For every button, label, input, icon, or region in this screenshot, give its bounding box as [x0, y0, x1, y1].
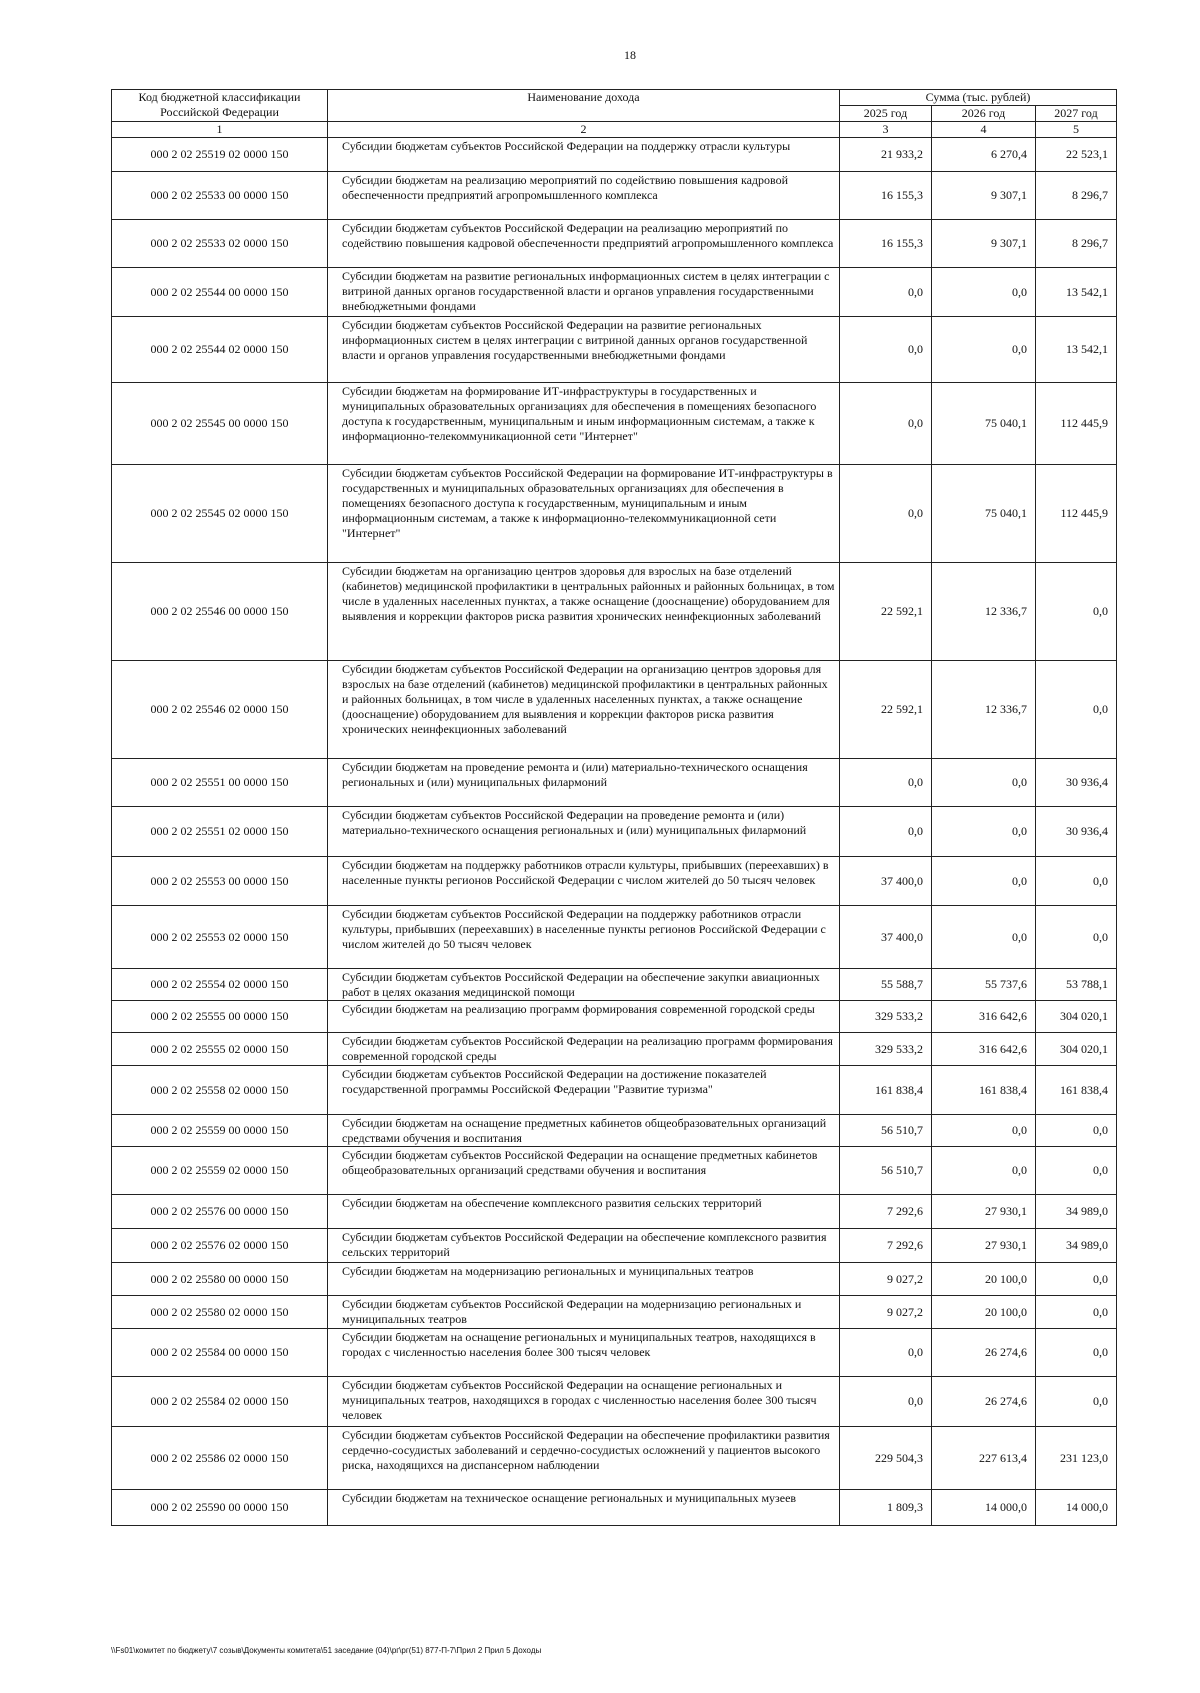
page-number: 18: [624, 48, 636, 62]
amount-2027-cell: 161 838,4: [1036, 1066, 1117, 1115]
file-path-footer: \\Fs01\комитет по бюджету\7 созыв\Документы комитета\51 заседание (04)\рг\рг(51) 877-П-7\Прил 2 Прил 5 Доходы: [111, 1646, 542, 1655]
table-row: [112, 969, 1117, 1001]
budget-code-cell: 000 2 02 25580 02 0000 150: [112, 1296, 328, 1329]
amount-2025-cell: 7 292,6: [840, 1229, 932, 1263]
amount-2027-cell: 304 020,1: [1036, 1033, 1117, 1066]
table-row: [112, 465, 1117, 563]
table-row: [112, 1490, 1117, 1526]
amount-2026-cell: 0,0: [932, 317, 1036, 383]
budget-code-cell: 000 2 02 25553 02 0000 150: [112, 906, 328, 969]
amount-2027-cell: 30 936,4: [1036, 807, 1117, 857]
revenue-name-cell: Субсидии бюджетам субъектов Российской Федерации на оснащение региональных и муниципальных театров, находящихся в городах с численностью населения более 300 тысяч человек: [328, 1377, 840, 1427]
budget-code-cell: 000 2 02 25544 02 0000 150: [112, 317, 328, 383]
budget-code-cell: 000 2 02 25546 00 0000 150: [112, 563, 328, 661]
amount-2026-cell: 0,0: [932, 906, 1036, 969]
amount-2027-cell: 0,0: [1036, 1377, 1117, 1427]
amount-2026-cell: 20 100,0: [932, 1296, 1036, 1329]
amount-2026-cell: 316 642,6: [932, 1001, 1036, 1033]
amount-2026-cell: 9 307,1: [932, 172, 1036, 220]
amount-2026-cell: 27 930,1: [932, 1229, 1036, 1263]
amount-2027-cell: 112 445,9: [1036, 383, 1117, 465]
amount-2025-cell: 0,0: [840, 465, 932, 563]
amount-2025-cell: 0,0: [840, 1329, 932, 1377]
header-name: Наименование дохода: [328, 90, 840, 122]
budget-code-cell: 000 2 02 25580 00 0000 150: [112, 1263, 328, 1296]
revenue-name-cell: Субсидии бюджетам субъектов Российской Федерации на развитие региональных информационных систем в целях интеграции с витриной данных органов государственной власти и органов управления государственными внебюджетными фондами: [328, 317, 840, 383]
amount-2026-cell: 0,0: [932, 857, 1036, 906]
column-number: 5: [1036, 122, 1117, 138]
budget-code-cell: 000 2 02 25584 02 0000 150: [112, 1377, 328, 1427]
amount-2026-cell: 316 642,6: [932, 1033, 1036, 1066]
amount-2026-cell: 0,0: [932, 1147, 1036, 1195]
amount-2027-cell: 0,0: [1036, 563, 1117, 661]
table-row: [112, 220, 1117, 268]
amount-2027-cell: 14 000,0: [1036, 1490, 1117, 1526]
budget-code-cell: 000 2 02 25545 00 0000 150: [112, 383, 328, 465]
amount-2027-cell: 13 542,1: [1036, 268, 1117, 317]
amount-2025-cell: 0,0: [840, 317, 932, 383]
revenue-name-cell: Субсидии бюджетам на организацию центров здоровья для взрослых на базе отделений (кабинетов) медицинской профилактики в центральных районных и районных больницах, в том числе в удаленных населенных пунктах, а также оснащение (дооснащение) оборудованием для выявления и коррекции факторов риска развития хронических неинфекционных заболеваний: [328, 563, 840, 661]
budget-code-cell: 000 2 02 25553 00 0000 150: [112, 857, 328, 906]
amount-2026-cell: 0,0: [932, 759, 1036, 807]
budget-code-cell: 000 2 02 25590 00 0000 150: [112, 1490, 328, 1526]
revenue-name-cell: Субсидии бюджетам на реализацию программ формирования современной городской среды: [328, 1001, 840, 1033]
budget-code-cell: 000 2 02 25555 02 0000 150: [112, 1033, 328, 1066]
budget-code-cell: 000 2 02 25519 02 0000 150: [112, 138, 328, 172]
amount-2025-cell: 9 027,2: [840, 1263, 932, 1296]
revenue-name-cell: Субсидии бюджетам субъектов Российской Федерации на формирование ИТ-инфраструктуры в государственных и муниципальных образовательных организациях для обеспечения в помещениях безопасного доступа к государственным, муниципальным и иным информационным системам, а также к информационно-телекоммуникационной сети "Интернет": [328, 465, 840, 563]
table-row: [112, 268, 1117, 317]
revenue-name-cell: Субсидии бюджетам субъектов Российской Федерации на поддержку работников отрасли культуры, прибывших (переехавших) в населенные пункты регионов Российской Федерации с числом жителей до 50 тысяч человек: [328, 906, 840, 969]
column-number: 4: [932, 122, 1036, 138]
amount-2025-cell: 16 155,3: [840, 172, 932, 220]
amount-2026-cell: 20 100,0: [932, 1263, 1036, 1296]
revenue-name-cell: Субсидии бюджетам на техническое оснащение региональных и муниципальных музеев: [328, 1490, 840, 1526]
amount-2026-cell: 55 737,6: [932, 969, 1036, 1001]
revenue-name-cell: Субсидии бюджетам на оснащение предметных кабинетов общеобразовательных организаций средствами обучения и воспитания: [328, 1115, 840, 1147]
amount-2027-cell: 30 936,4: [1036, 759, 1117, 807]
table-row: [112, 172, 1117, 220]
table-row: [112, 759, 1117, 807]
amount-2025-cell: 161 838,4: [840, 1066, 932, 1115]
revenue-name-cell: Субсидии бюджетам на обеспечение комплексного развития сельских территорий: [328, 1195, 840, 1229]
column-number: 3: [840, 122, 932, 138]
budget-code-cell: 000 2 02 25555 00 0000 150: [112, 1001, 328, 1033]
table-row: [112, 1377, 1117, 1427]
revenue-name-cell: Субсидии бюджетам на модернизацию региональных и муниципальных театров: [328, 1263, 840, 1296]
amount-2026-cell: 26 274,6: [932, 1377, 1036, 1427]
amount-2025-cell: 56 510,7: [840, 1147, 932, 1195]
amount-2027-cell: 0,0: [1036, 906, 1117, 969]
amount-2027-cell: 112 445,9: [1036, 465, 1117, 563]
amount-2027-cell: 0,0: [1036, 661, 1117, 759]
amount-2027-cell: 0,0: [1036, 1147, 1117, 1195]
amount-2027-cell: 53 788,1: [1036, 969, 1117, 1001]
amount-2026-cell: 26 274,6: [932, 1329, 1036, 1377]
revenue-name-cell: Субсидии бюджетам субъектов Российской Федерации на достижение показателей государственной программы Российской Федерации "Развитие туризма": [328, 1066, 840, 1115]
amount-2025-cell: 0,0: [840, 1377, 932, 1427]
amount-2026-cell: 27 930,1: [932, 1195, 1036, 1229]
table-row: [112, 383, 1117, 465]
amount-2025-cell: 55 588,7: [840, 969, 932, 1001]
budget-code-cell: 000 2 02 25551 02 0000 150: [112, 807, 328, 857]
amount-2027-cell: 0,0: [1036, 1296, 1117, 1329]
revenue-name-cell: Субсидии бюджетам на формирование ИТ-инфраструктуры в государственных и муниципальных образовательных организациях для обеспечения в помещениях безопасного доступа к государственным, муниципальным и иным информационным системам, а также к информационно-телекоммуникационной сети "Интернет": [328, 383, 840, 465]
table-row: [112, 138, 1117, 172]
amount-2025-cell: 0,0: [840, 807, 932, 857]
column-number: 1: [112, 122, 328, 138]
table-row: [112, 1066, 1117, 1115]
table-row: [112, 661, 1117, 759]
table-row: [112, 857, 1117, 906]
amount-2026-cell: 0,0: [932, 268, 1036, 317]
amount-2025-cell: 56 510,7: [840, 1115, 932, 1147]
table-row: [112, 906, 1117, 969]
amount-2027-cell: 0,0: [1036, 1263, 1117, 1296]
budget-code-cell: 000 2 02 25545 02 0000 150: [112, 465, 328, 563]
budget-code-cell: 000 2 02 25576 02 0000 150: [112, 1229, 328, 1263]
revenue-table: [111, 89, 1117, 1526]
revenue-name-cell: Субсидии бюджетам субъектов Российской Федерации на проведение ремонта и (или) материально-технического оснащения региональных и (или) муниципальных филармоний: [328, 807, 840, 857]
amount-2025-cell: 0,0: [840, 383, 932, 465]
revenue-name-cell: Субсидии бюджетам субъектов Российской Федерации на оснащение предметных кабинетов общеобразовательных организаций средствами обучения и воспитания: [328, 1147, 840, 1195]
revenue-name-cell: Субсидии бюджетам субъектов Российской Федерации на реализацию мероприятий по содействию повышения кадровой обеспеченности предприятий агропромышленного комплекса: [328, 220, 840, 268]
amount-2027-cell: 0,0: [1036, 857, 1117, 906]
column-number: 2: [328, 122, 840, 138]
amount-2027-cell: 0,0: [1036, 1329, 1117, 1377]
revenue-name-cell: Субсидии бюджетам субъектов Российской Федерации на обеспечение комплексного развития сельских территорий: [328, 1229, 840, 1263]
amount-2027-cell: 13 542,1: [1036, 317, 1117, 383]
amount-2027-cell: 8 296,7: [1036, 172, 1117, 220]
revenue-name-cell: Субсидии бюджетам субъектов Российской Федерации на организацию центров здоровья для взрослых на базе отделений (кабинетов) медицинской профилактики в центральных районных и районных больницах, в том числе в удаленных населенных пунктах, а также оснащение (дооснащение) оборудованием для выявления и коррекции факторов риска развития хронических неинфекционных заболеваний: [328, 661, 840, 759]
budget-code-cell: 000 2 02 25533 00 0000 150: [112, 172, 328, 220]
amount-2026-cell: 0,0: [932, 1115, 1036, 1147]
budget-code-cell: 000 2 02 25559 02 0000 150: [112, 1147, 328, 1195]
revenue-name-cell: Субсидии бюджетам субъектов Российской Федерации на обеспечение закупки авиационных работ в целях оказания медицинской помощи: [328, 969, 840, 1001]
amount-2025-cell: 0,0: [840, 759, 932, 807]
amount-2025-cell: 16 155,3: [840, 220, 932, 268]
amount-2026-cell: 6 270,4: [932, 138, 1036, 172]
amount-2027-cell: 34 989,0: [1036, 1195, 1117, 1229]
revenue-name-cell: Субсидии бюджетам субъектов Российской Федерации на обеспечение профилактики развития сердечно-сосудистых заболеваний и сердечно-сосудистых осложнений у пациентов высокого риска, находящихся на диспансерном наблюдении: [328, 1427, 840, 1490]
revenue-name-cell: Субсидии бюджетам субъектов Российской Федерации на модернизацию региональных и муниципальных театров: [328, 1296, 840, 1329]
amount-2025-cell: 22 592,1: [840, 563, 932, 661]
amount-2025-cell: 37 400,0: [840, 906, 932, 969]
amount-2025-cell: 229 504,3: [840, 1427, 932, 1490]
amount-2025-cell: 329 533,2: [840, 1033, 932, 1066]
amount-2025-cell: 9 027,2: [840, 1296, 932, 1329]
table-row: [112, 1229, 1117, 1263]
budget-code-cell: 000 2 02 25554 02 0000 150: [112, 969, 328, 1001]
table-row: [112, 1195, 1117, 1229]
table-row: [112, 807, 1117, 857]
amount-2027-cell: 304 020,1: [1036, 1001, 1117, 1033]
amount-2026-cell: 161 838,4: [932, 1066, 1036, 1115]
revenue-name-cell: Субсидии бюджетам субъектов Российской Федерации на реализацию программ формирования современной городской среды: [328, 1033, 840, 1066]
amount-2026-cell: 0,0: [932, 807, 1036, 857]
amount-2025-cell: 329 533,2: [840, 1001, 932, 1033]
revenue-name-cell: Субсидии бюджетам на развитие региональных информационных систем в целях интеграции с витриной данных органов государственной власти и органов управления государственными внебюджетными фондами: [328, 268, 840, 317]
table-row: [112, 317, 1117, 383]
revenue-name-cell: Субсидии бюджетам на проведение ремонта и (или) материально-технического оснащения региональных и (или) муниципальных филармоний: [328, 759, 840, 807]
amount-2025-cell: 22 592,1: [840, 661, 932, 759]
table-row: [112, 563, 1117, 661]
revenue-name-cell: Субсидии бюджетам на поддержку работников отрасли культуры, прибывших (переехавших) в населенные пункты регионов Российской Федерации с числом жителей до 50 тысяч человек: [328, 857, 840, 906]
amount-2027-cell: 0,0: [1036, 1115, 1117, 1147]
table-row: [112, 1147, 1117, 1195]
table-row: [112, 1001, 1117, 1033]
amount-2026-cell: 9 307,1: [932, 220, 1036, 268]
budget-code-cell: 000 2 02 25544 00 0000 150: [112, 268, 328, 317]
budget-code-cell: 000 2 02 25559 00 0000 150: [112, 1115, 328, 1147]
table-row: [112, 1296, 1117, 1329]
amount-2025-cell: 1 809,3: [840, 1490, 932, 1526]
header-year-2025: 2025 год: [840, 106, 932, 122]
amount-2026-cell: 14 000,0: [932, 1490, 1036, 1526]
header-year-2027: 2027 год: [1036, 106, 1117, 122]
amount-2026-cell: 227 613,4: [932, 1427, 1036, 1490]
table-row: [112, 1115, 1117, 1147]
amount-2027-cell: 22 523,1: [1036, 138, 1117, 172]
amount-2026-cell: 75 040,1: [932, 383, 1036, 465]
table-row: [112, 1427, 1117, 1490]
header-sum: Сумма (тыс. рублей): [840, 90, 1117, 106]
amount-2025-cell: 37 400,0: [840, 857, 932, 906]
budget-code-cell: 000 2 02 25576 00 0000 150: [112, 1195, 328, 1229]
header-year-2026: 2026 год: [932, 106, 1036, 122]
budget-code-cell: 000 2 02 25533 02 0000 150: [112, 220, 328, 268]
column-number-row: [112, 122, 1117, 138]
amount-2026-cell: 75 040,1: [932, 465, 1036, 563]
amount-2026-cell: 12 336,7: [932, 563, 1036, 661]
budget-code-cell: 000 2 02 25586 02 0000 150: [112, 1427, 328, 1490]
header-code: Код бюджетной классификации Российской Федерации: [112, 90, 328, 122]
amount-2025-cell: 0,0: [840, 268, 932, 317]
budget-code-cell: 000 2 02 25558 02 0000 150: [112, 1066, 328, 1115]
revenue-name-cell: Субсидии бюджетам субъектов Российской Федерации на поддержку отрасли культуры: [328, 138, 840, 172]
table-row: [112, 1033, 1117, 1066]
amount-2027-cell: 8 296,7: [1036, 220, 1117, 268]
budget-code-cell: 000 2 02 25546 02 0000 150: [112, 661, 328, 759]
revenue-name-cell: Субсидии бюджетам на оснащение региональных и муниципальных театров, находящихся в городах с численностью населения более 300 тысяч человек: [328, 1329, 840, 1377]
amount-2025-cell: 21 933,2: [840, 138, 932, 172]
amount-2027-cell: 34 989,0: [1036, 1229, 1117, 1263]
revenue-name-cell: Субсидии бюджетам на реализацию мероприятий по содействию повышения кадровой обеспеченности предприятий агропромышленного комплекса: [328, 172, 840, 220]
table-row: [112, 1329, 1117, 1377]
table-row: [112, 1263, 1117, 1296]
budget-code-cell: 000 2 02 25584 00 0000 150: [112, 1329, 328, 1377]
amount-2027-cell: 231 123,0: [1036, 1427, 1117, 1490]
amount-2025-cell: 7 292,6: [840, 1195, 932, 1229]
budget-code-cell: 000 2 02 25551 00 0000 150: [112, 759, 328, 807]
amount-2026-cell: 12 336,7: [932, 661, 1036, 759]
